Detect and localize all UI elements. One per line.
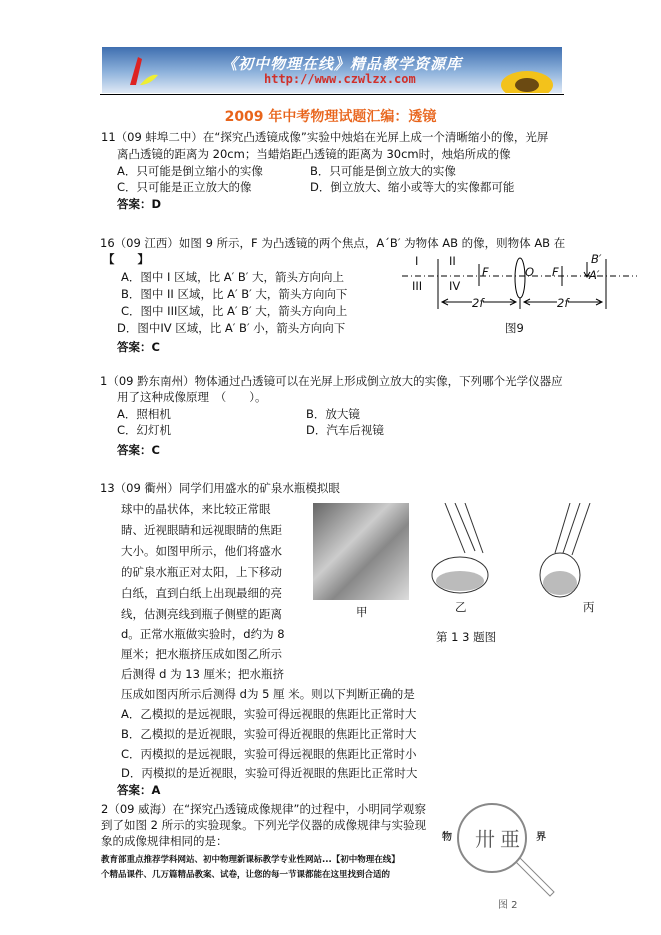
sunflower-icon	[497, 61, 557, 93]
diagram-yi-label: 乙	[455, 600, 467, 614]
bottle-eye-diagram	[420, 503, 630, 603]
site-banner	[102, 47, 562, 93]
magnifier-right-text: 界	[536, 832, 546, 843]
q13-answer: 答案：A	[117, 783, 161, 797]
q1-line2: 用了这种成像原理 （ ）。	[117, 390, 267, 404]
footer-line2: 个精品课件、几万篇精品教案、试卷，让您的每一节课都能在这里找到合适的	[101, 870, 391, 880]
figure-9-caption: 图9	[505, 321, 524, 335]
q1-line1: 1（09 黔东南州）物体通过凸透镜可以在光屏上形成倒立放大的实像，下列哪个光学仪器应	[100, 374, 563, 388]
q13-line: 厘米；把水瓶挤压成如图乙所示	[121, 647, 282, 661]
q13-line: 球中的晶状体，来比较正常眼	[121, 502, 271, 516]
q16-option-d: D．图中IV 区域，比 A′ B′ 小，箭头方向向下	[117, 321, 346, 335]
q11-option-c: C．只可能是正立放大的像	[117, 180, 252, 194]
q13-line: d。正常水瓶做实验时，d约为 8	[121, 627, 285, 641]
q13-figure-caption: 第 1 3 题图	[436, 630, 497, 644]
a-prime-label: A′	[589, 268, 600, 282]
q13-line: 线，估测亮线到瓶子侧壁的距离	[121, 607, 282, 621]
q16-line2: 【 】	[103, 252, 149, 266]
q16-line1: 16（09 江西）如图 9 所示，F 为凸透镜的两个焦点，A´B′ 为物体 AB 的像，则物体 AB 在	[100, 236, 566, 250]
q13-option-c: C．丙模拟的是远视眼，实验可得远视眼的焦距比正常时小	[121, 747, 417, 761]
q2-line2: 到了如图 2 所示的实验现象。下列光学仪器的成像规律与实验现	[101, 818, 427, 832]
figure-2-magnifier	[440, 798, 570, 918]
region-4-label: IV	[449, 279, 461, 293]
q11-line2: 离凸透镜的距离为 20cm；当蜡焰距凸透镜的距离为 30cm时，烛焰所成的像	[117, 147, 511, 161]
q13-line: 睛、近视眼睛和远视眼睛的焦距	[121, 523, 282, 537]
banner-url: http://www.czwlzx.com	[264, 72, 416, 86]
q16-answer: 答案：C	[117, 340, 160, 354]
q11-answer: 答案：D	[117, 197, 162, 211]
q2-line1: 2（09 威海）在“探究凸透镜成像规律”的过程中，小明同学观察	[101, 802, 427, 816]
water-bottle-photo	[313, 503, 409, 600]
focus-right-label: F	[552, 265, 559, 279]
region-2-label: II	[449, 254, 456, 268]
focus-left-label: F	[482, 265, 489, 279]
footer-line1: 教育部重点推荐学科网站、初中物理新课标教学专业性网站...【初中物理在线】	[101, 855, 400, 865]
site-logo-icon	[120, 53, 160, 89]
region-1-label: I	[415, 254, 419, 268]
photo-jia-label: 甲	[356, 605, 368, 619]
q16-option-c: C．图中 III区域，比 A′ B′ 大，箭头方向向上	[121, 304, 348, 318]
figure-2-caption: 图 2	[498, 900, 518, 911]
q11-option-d: D．倒立放大、缩小或等大的实像都可能	[310, 180, 515, 194]
q13-option-a: A．乙模拟的是远视眼，实验可得远视眼的焦距比正常时大	[121, 707, 417, 721]
divider	[100, 94, 564, 95]
svg-text:卅: 卅	[475, 827, 495, 851]
q16-option-b: B．图中 II 区域，比 A′ B′ 大，箭头方向向下	[121, 287, 348, 301]
q1-option-a: A．照相机	[117, 407, 171, 421]
q1-option-b: B．放大镜	[306, 407, 360, 421]
q13-line: 后测得 d 为 13 厘米；把水瓶挤	[121, 667, 285, 681]
q1-option-c: C．幻灯机	[117, 423, 172, 437]
q11-option-a: A．只可能是倒立缩小的实像	[117, 164, 263, 178]
lens-center-label: O	[525, 265, 535, 279]
q13-line: 的矿泉水瓶正对太阳，上下移动	[121, 565, 282, 579]
magnifier-icon	[440, 798, 570, 898]
magnifier-left-text: 物	[442, 832, 452, 843]
q1-option-d: D．汽车后视镜	[306, 423, 384, 437]
q11-option-b: B．只可能是倒立放大的实像	[310, 164, 456, 178]
diagram-bing-label: 丙	[583, 600, 595, 614]
q1-answer: 答案：C	[117, 443, 160, 457]
q13-line: 大小。如图甲所示，他们将盛水	[121, 544, 282, 558]
page-title: 2009 年中考物理试题汇编：透镜	[224, 109, 437, 125]
q16-option-a: A．图中 I 区域，比 A′ B′ 大，箭头方向向上	[121, 270, 345, 284]
svg-text:亜: 亜	[500, 827, 520, 851]
q11-line1: 11（09 蚌埠二中）在“探究凸透镜成像”实验中烛焰在光屏上成一个清晰缩小的像，光屏	[101, 130, 549, 144]
q13-line: 压成如图丙所示后测得 d为 5 厘 米。则以下判断正确的是	[121, 687, 415, 701]
q2-line3: 象的成像规律相同的是：	[101, 834, 228, 848]
q13-line: 13（09 衢州）同学们用盛水的矿泉水瓶模拟眼	[100, 481, 340, 495]
b-prime-label: B′	[591, 252, 602, 266]
q13-option-d: D．丙模拟的是近视眼，实验可得近视眼的焦距比正常时大	[121, 766, 418, 780]
banner-title: 《初中物理在线》精品教学资源库	[222, 55, 463, 73]
2f-left-label: 2f	[472, 296, 484, 310]
q13-line: 白纸，直到白纸上出现最细的亮	[121, 586, 282, 600]
q13-option-b: B．乙模拟的是近视眼，实验可得近视眼的焦距比正常时大	[121, 727, 417, 741]
region-3-label: III	[412, 279, 423, 293]
figure-9-lens-diagram	[402, 254, 637, 339]
2f-right-label: 2f	[557, 296, 569, 310]
